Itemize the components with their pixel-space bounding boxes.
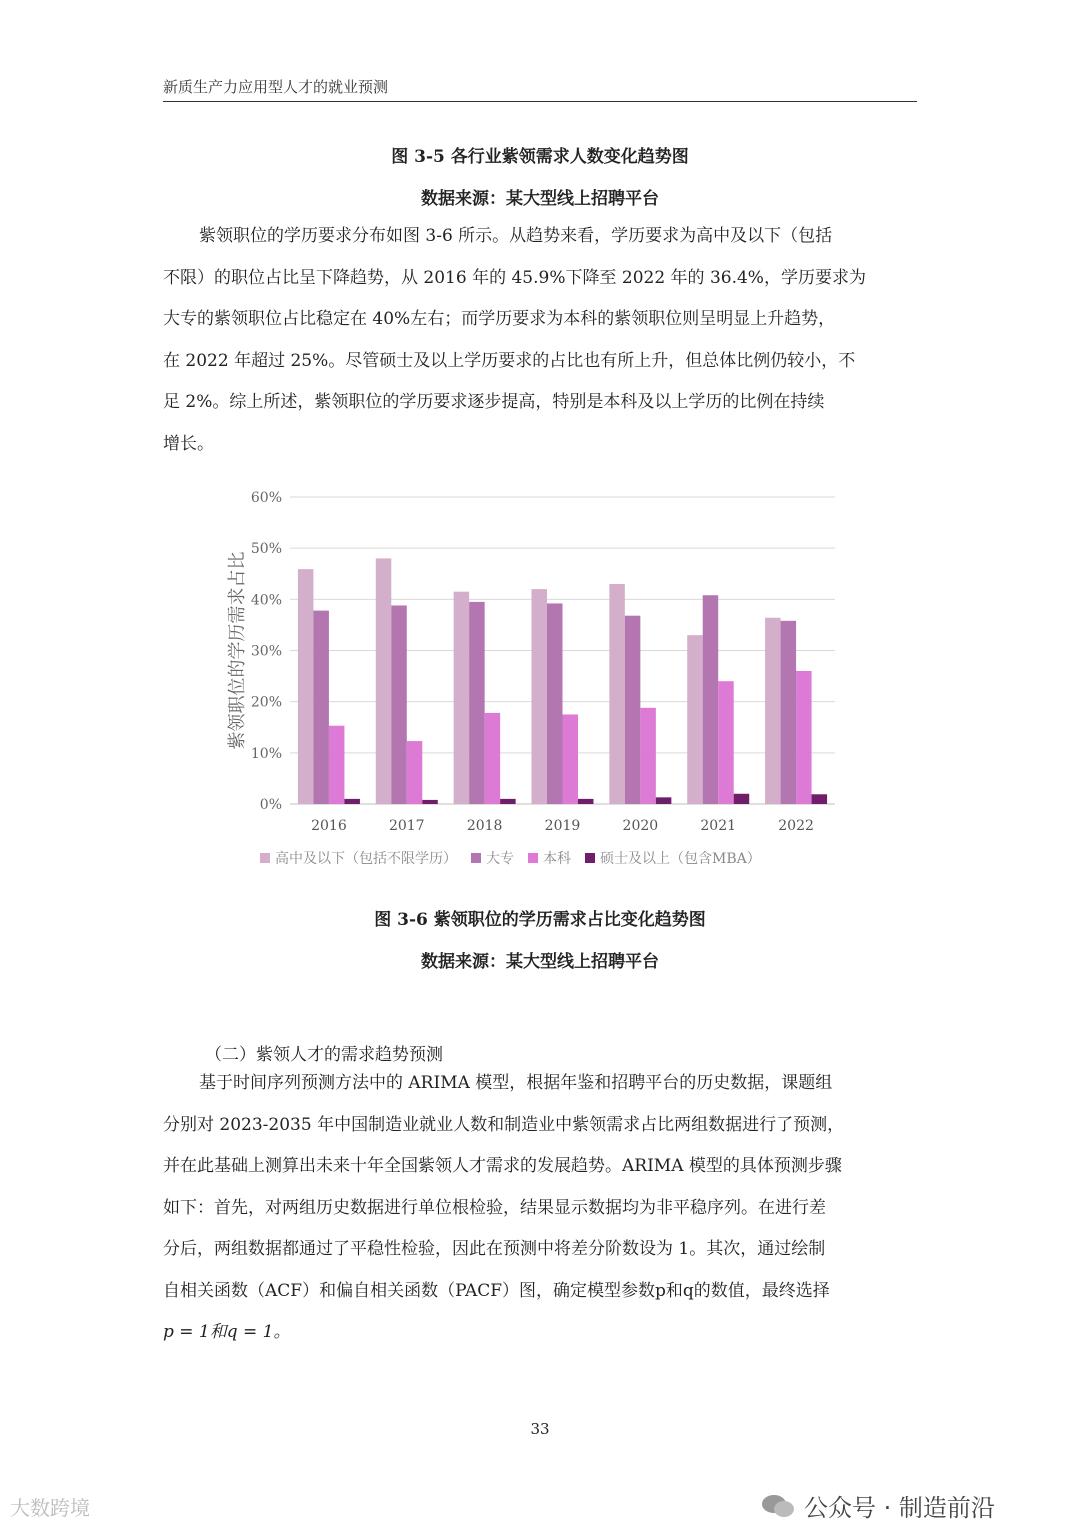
x-tick-label: 2017 xyxy=(388,818,425,834)
y-tick-label: 40% xyxy=(250,592,282,609)
bar-2022-series-1 xyxy=(781,621,797,804)
bar-2018-series-1 xyxy=(469,602,485,804)
y-tick-label: 0% xyxy=(259,797,282,813)
bar-2019-series-3 xyxy=(578,799,594,804)
paragraph-line: 分别对 2023-2035 年中国制造业就业人数和制造业中紫领需求占比两组数据进行了预测， xyxy=(163,1114,845,1135)
figure-source-3-5: 数据来源：某大型线上招聘平台 xyxy=(421,189,659,209)
x-tick-label: 2018 xyxy=(466,818,503,834)
bar-2021-series-0 xyxy=(687,635,703,804)
bar-2021-series-3 xyxy=(734,794,750,804)
legend-swatch-0 xyxy=(260,853,270,863)
bar-2020-series-1 xyxy=(625,616,641,804)
y-tick-label: 30% xyxy=(250,643,282,660)
paragraph-line: 自相关函数（ACF）和偏自相关函数（PACF）图，确定模型参数p和q的数值，最终选择 xyxy=(163,1280,830,1301)
bar-2020-series-0 xyxy=(609,584,625,804)
paragraph-line: 紫领职位的学历要求分布如图 3-6 所示。从趋势来看，学历要求为高中及以下（包括 xyxy=(199,226,833,246)
bar-2018-series-2 xyxy=(485,713,501,804)
paragraph-line: 增长。 xyxy=(163,433,214,454)
paragraph-education xyxy=(163,216,917,465)
paragraph-line: 分后，两组数据都通过了平稳性检验，因此在预测中将差分阶数设为 1。其次，通过绘制 xyxy=(163,1239,826,1259)
bar-2020-series-2 xyxy=(640,708,656,804)
running-header: 新质生产力应用型人才的就业预测 xyxy=(163,78,389,96)
bar-2017-series-0 xyxy=(376,558,392,804)
paragraph-line: 在 2022 年超过 25%。尽管硕士及以上学历要求的占比也有所上升，但总体比例仍较小，不 xyxy=(163,350,856,371)
legend-label-0: 高中及以下（包括不限学历） xyxy=(275,851,457,867)
bar-2021-series-2 xyxy=(718,681,734,804)
watermark-text: 公众号 · 制造前沿 xyxy=(804,1494,995,1522)
legend-label-3: 硕士及以上（包含MBA） xyxy=(600,851,761,867)
section-title: （二）紫领人才的需求趋势预测 xyxy=(205,1045,443,1065)
bar-2022-series-3 xyxy=(812,794,828,804)
paragraph-line: 并在此基础上测算出未来十年全国紫领人才需求的发展趋势。ARIMA 模型的具体预测步骤 xyxy=(163,1156,842,1176)
watermark-left: 大数跨境 xyxy=(10,1496,90,1520)
figure-caption-3-5: 图 3-5 各行业紫领需求人数变化趋势图 xyxy=(391,147,689,167)
bar-2016-series-3 xyxy=(344,799,360,804)
bar-2017-series-3 xyxy=(422,800,438,804)
y-axis-label: 紫领职位的学历需求占比 xyxy=(227,551,248,750)
bar-2019-series-0 xyxy=(532,589,548,804)
bar-2020-series-3 xyxy=(656,797,672,804)
paragraph-arima xyxy=(163,1063,917,1354)
x-tick-label: 2019 xyxy=(544,818,581,834)
paragraph-line: 足 2%。综上所述，紫领职位的学历要求逐步提高，特别是本科及以上学历的比例在持续 xyxy=(163,392,825,412)
legend-label-1: 大专 xyxy=(486,851,514,867)
y-tick-label: 60% xyxy=(250,490,282,506)
legend-swatch-2 xyxy=(528,853,538,863)
x-tick-label: 2022 xyxy=(778,818,814,834)
paragraph-line: 大专的紫领职位占比稳定在 40%左右；而学历要求为本科的紫领职位则呈明显上升趋势， xyxy=(163,309,836,329)
y-tick-label: 20% xyxy=(250,694,282,711)
x-tick-label: 2020 xyxy=(622,818,659,834)
bar-2021-series-1 xyxy=(703,595,719,804)
legend-swatch-1 xyxy=(471,853,481,863)
header-rule xyxy=(163,101,917,102)
x-tick-label: 2016 xyxy=(311,818,347,834)
bar-2017-series-1 xyxy=(391,605,407,804)
page-number: 33 xyxy=(530,1420,550,1438)
bar-2022-series-2 xyxy=(796,671,812,804)
paragraph-line: 如下：首先，对两组历史数据进行单位根检验，结果显示数据均为非平稳序列。在进行差 xyxy=(163,1197,826,1218)
bar-2016-series-1 xyxy=(313,611,329,804)
paragraph-line: p = 1和q = 1。 xyxy=(163,1322,291,1342)
figure-source-3-6: 数据来源：某大型线上招聘平台 xyxy=(421,952,659,972)
wechat-icon xyxy=(760,1493,796,1519)
bar-2022-series-0 xyxy=(765,618,781,804)
bar-2016-series-0 xyxy=(298,569,314,804)
paragraph-line: 基于时间序列预测方法中的 ARIMA 模型，根据年鉴和招聘平台的历史数据，课题组 xyxy=(199,1073,833,1093)
figure-caption-3-6: 图 3-6 紫领职位的学历需求占比变化趋势图 xyxy=(374,910,706,930)
bar-2019-series-1 xyxy=(547,603,563,804)
x-tick-label: 2021 xyxy=(700,818,737,834)
bar-2017-series-2 xyxy=(407,741,423,804)
paragraph-line: 不限）的职位占比呈下降趋势，从 2016 年的 45.9%下降至 2022 年的 36.4%，学历要求为 xyxy=(163,267,866,288)
bar-2019-series-2 xyxy=(563,714,579,804)
bar-2018-series-0 xyxy=(454,592,470,804)
education-share-chart xyxy=(215,480,855,880)
y-tick-label: 10% xyxy=(250,745,282,762)
legend-swatch-3 xyxy=(585,853,595,863)
legend-label-2: 本科 xyxy=(543,851,571,867)
bar-2018-series-3 xyxy=(500,799,515,804)
bar-2016-series-2 xyxy=(329,726,345,804)
y-tick-label: 50% xyxy=(250,541,282,558)
watermark-right xyxy=(760,1488,995,1523)
